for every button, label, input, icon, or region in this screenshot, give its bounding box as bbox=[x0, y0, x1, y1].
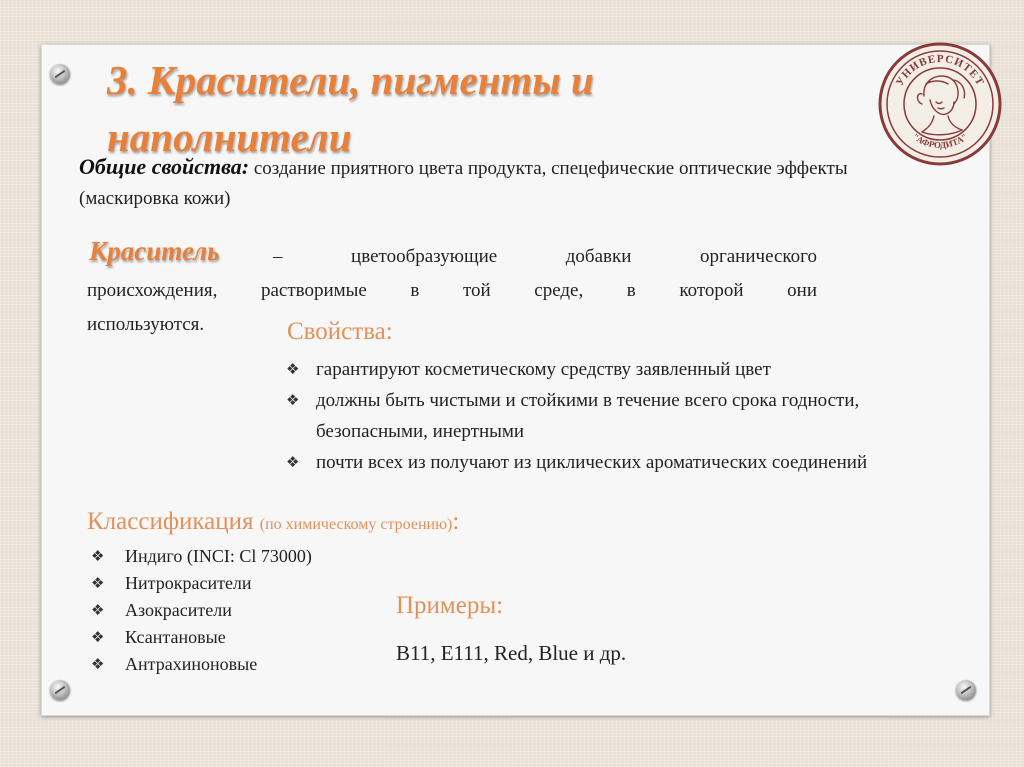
title-line-1: 3. Красители, пигменты и bbox=[107, 57, 594, 103]
properties-heading: Свойства: bbox=[287, 318, 393, 345]
property-text: почти всех из получают из циклических ароматических соединений bbox=[316, 452, 868, 473]
list-item bbox=[286, 447, 926, 478]
diamond-bullet-icon: ❖ bbox=[91, 628, 105, 646]
dye-definition-line-1: – цветообразующие добавки органического bbox=[273, 246, 817, 267]
list-item bbox=[91, 651, 312, 678]
classification-text: Ксантановые bbox=[125, 627, 226, 647]
general-properties-label: Общие свойства: bbox=[79, 154, 250, 179]
list-item bbox=[91, 543, 312, 570]
classification-text: Азокрасители bbox=[125, 600, 232, 620]
classification-text: Антрахиноновые bbox=[125, 654, 258, 674]
property-text: гарантируют косметическому средству заявленный цвет bbox=[316, 359, 771, 380]
list-item bbox=[286, 354, 926, 385]
diamond-bullet-icon: ❖ bbox=[286, 360, 300, 378]
list-item bbox=[91, 624, 312, 651]
classification-note: (по химическому строению) bbox=[259, 516, 453, 533]
list-item bbox=[286, 385, 926, 447]
properties-list bbox=[286, 354, 926, 478]
screw-bottom-right-icon bbox=[956, 680, 976, 700]
list-item bbox=[91, 570, 312, 597]
property-text: должны быть чистыми и стойкими в течение всего срока годности, безопасными, инертными bbox=[316, 390, 860, 442]
diamond-bullet-icon: ❖ bbox=[91, 601, 105, 619]
diamond-bullet-icon: ❖ bbox=[91, 655, 105, 673]
classification-heading-text: Классификация bbox=[87, 508, 260, 535]
diamond-bullet-icon: ❖ bbox=[286, 391, 300, 409]
university-seal-icon bbox=[876, 40, 1004, 168]
svg-text:"АФРОДИТА": "АФРОДИТА" bbox=[910, 131, 970, 151]
screw-top-left-icon bbox=[50, 64, 70, 84]
general-properties-text: создание приятного цвета продукта, спецефические оптические эффекты (маскировка кожи) bbox=[79, 158, 848, 209]
slide-title bbox=[107, 52, 594, 166]
dye-term: Краситель bbox=[89, 236, 220, 266]
screw-bottom-left-icon bbox=[50, 680, 70, 700]
classification-text: Нитрокрасители bbox=[125, 573, 252, 593]
svg-text:УНИВЕРСИТЕТ: УНИВЕРСИТЕТ bbox=[893, 52, 987, 89]
diamond-bullet-icon: ❖ bbox=[91, 547, 105, 565]
examples-text: В11, Е111, Red, Blue и др. bbox=[396, 641, 627, 665]
diamond-bullet-icon: ❖ bbox=[286, 453, 300, 471]
list-item bbox=[91, 597, 312, 624]
dye-definition-line-2: происхождения, растворимые в той среде, в которой они bbox=[87, 280, 817, 301]
diamond-bullet-icon: ❖ bbox=[91, 574, 105, 592]
classification-text: Индиго (INCI: Cl 73000) bbox=[125, 546, 312, 566]
classification-list bbox=[91, 543, 312, 678]
general-properties bbox=[79, 152, 879, 214]
examples-heading: Примеры: bbox=[396, 592, 504, 619]
classification-colon: : bbox=[452, 508, 460, 535]
title-line-2: наполнители bbox=[107, 114, 352, 160]
dye-definition-line-3: используются. bbox=[87, 314, 205, 335]
classification-heading bbox=[87, 508, 459, 536]
